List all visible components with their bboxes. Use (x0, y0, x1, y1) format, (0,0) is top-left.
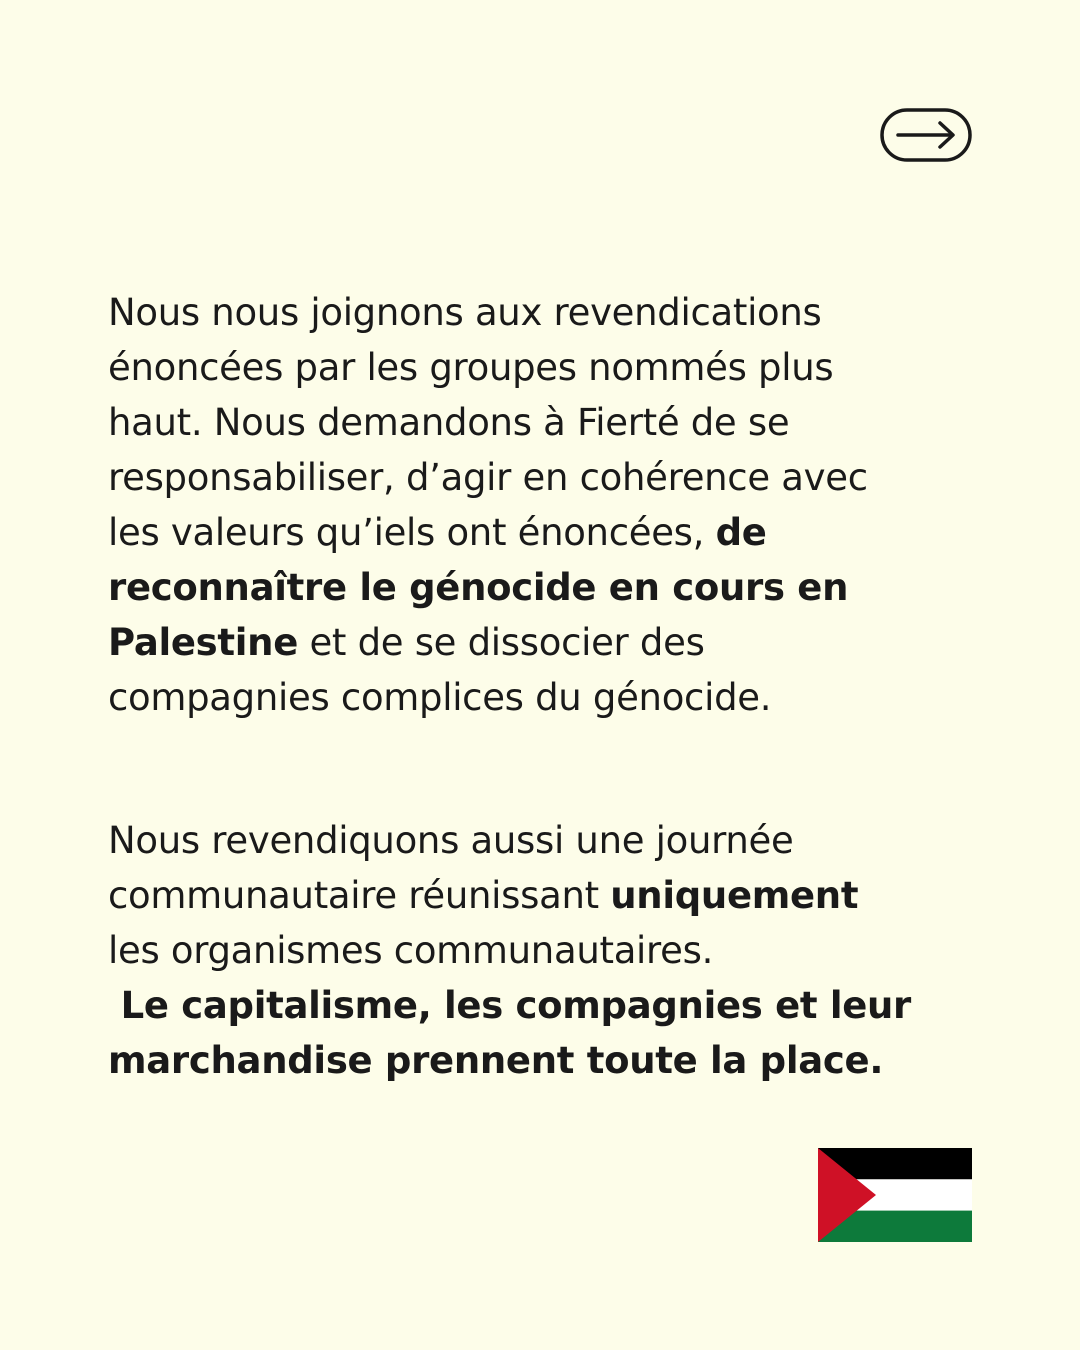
demands-paragraph (108, 285, 988, 725)
text-line: les valeurs qu’iels ont énoncées, de (108, 511, 767, 554)
text-line: haut. Nous demandons à Fierté de se (108, 401, 790, 444)
palestine-flag (818, 1148, 972, 1242)
text-line (108, 560, 988, 615)
emphasis-text: Le capitalisme, les compagnies et leur (108, 984, 912, 1027)
text-line: compagnies complices du génocide. (108, 676, 772, 719)
text-line: responsabiliser, d’agir en cohérence avec (108, 456, 868, 499)
text-line: Palestine et de se dissocier des (108, 621, 705, 664)
emphasis-text: uniquement (610, 874, 859, 917)
emphasis-text: Palestine (108, 621, 298, 664)
text-line: communautaire réunissant uniquement (108, 874, 859, 917)
text-line: Nous nous joignons aux revendications (108, 291, 822, 334)
emphasis-text: marchandise prennent toute la place. (108, 1039, 884, 1082)
text-line: énoncées par les groupes nommés plus (108, 346, 834, 389)
palestine-flag-icon (818, 1148, 972, 1242)
arrow-right-icon (880, 108, 972, 162)
emphasis-text: de (715, 511, 767, 554)
emphasis-text: reconnaître le génocide en cours en (108, 566, 849, 609)
text-line (108, 978, 988, 1033)
text-line (108, 1033, 988, 1088)
text-line: les organismes communautaires. (108, 929, 714, 972)
next-button[interactable] (880, 108, 972, 162)
community-day-paragraph (108, 813, 988, 1088)
text-line: Nous revendiquons aussi une journée (108, 819, 794, 862)
